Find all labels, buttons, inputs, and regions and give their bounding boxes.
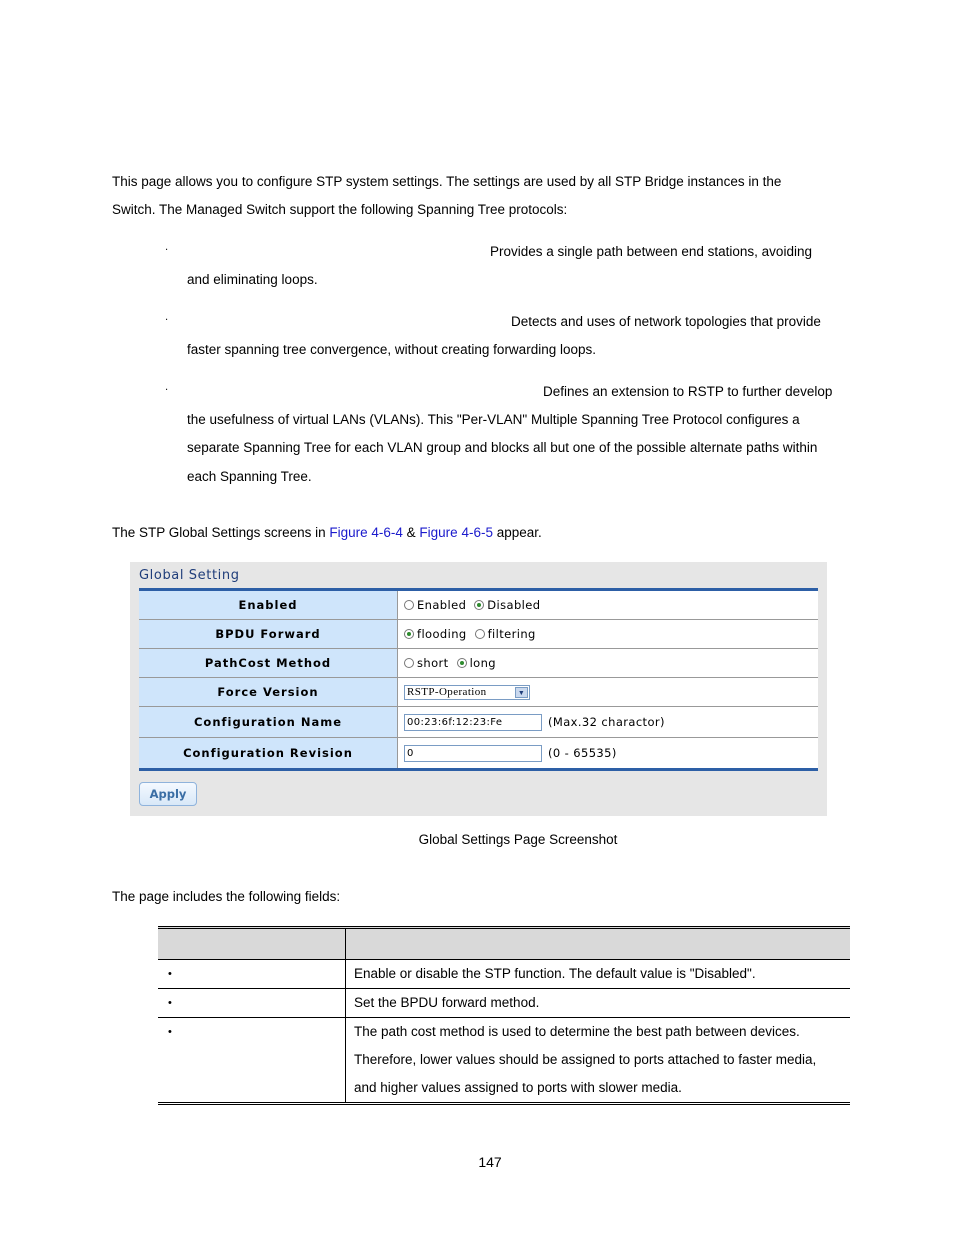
row-configuration-name (139, 707, 818, 738)
description-line: Therefore, lower values should be assigned to ports attached to faster media, (354, 1052, 817, 1067)
global-setting-table (139, 588, 818, 771)
description-cell (346, 960, 850, 988)
object-cell (158, 960, 346, 988)
bullet-1-line-2: and eliminating loops. (187, 272, 318, 287)
enabled-option[interactable] (404, 598, 466, 612)
short-radio[interactable] (404, 658, 414, 668)
enabled-option-label: Enabled (417, 598, 467, 612)
table-row (158, 1017, 850, 1105)
description-line: The path cost method is used to determine the best path between devices. (354, 1024, 800, 1039)
figure-reference (112, 519, 542, 547)
object-cell (158, 989, 346, 1017)
bullet-marker: ‧ (165, 245, 169, 256)
configuration-name-value (398, 707, 818, 737)
figure-caption: Global Settings Page Screenshot (418, 832, 618, 847)
bpdu-forward-value (398, 620, 818, 648)
figure-ref-suffix: appear. (492, 525, 542, 540)
enabled-radio[interactable] (404, 600, 414, 610)
bullet-2-line-2: faster spanning tree convergence, without creating forwarding loops. (187, 342, 596, 357)
flooding-radio[interactable] (404, 629, 414, 639)
figure-ref-prefix: The STP Global Settings screens in (112, 525, 330, 540)
configuration-name-hint: (Max.32 charactor) (548, 715, 665, 729)
row-bullet: • (168, 997, 172, 1009)
bullet-3-line-1: Defines an extension to RSTP to further develop (543, 384, 833, 399)
fields-table (158, 926, 850, 1105)
bullet-3-line-4: each Spanning Tree. (187, 469, 312, 484)
bpdu-forward-label: BPDU Forward (139, 620, 398, 648)
force-version-label: Force Version (139, 678, 398, 706)
force-version-value (398, 678, 818, 706)
page-number: 147 (478, 1154, 502, 1170)
pathcost-method-label: PathCost Method (139, 649, 398, 677)
configuration-name-label: Configuration Name (139, 707, 398, 737)
disabled-option-label: Disabled (487, 598, 541, 612)
filtering-radio[interactable] (475, 629, 485, 639)
disabled-option[interactable] (474, 598, 540, 612)
row-bullet: • (168, 968, 172, 980)
enabled-label: Enabled (139, 591, 398, 619)
filtering-option[interactable] (475, 627, 536, 641)
panel-title: Global Setting (139, 568, 240, 583)
short-option-label: short (417, 656, 449, 670)
enabled-value (398, 591, 818, 619)
row-bullet: • (168, 1026, 172, 1038)
configuration-revision-input[interactable]: 0 (404, 745, 542, 762)
configuration-name-input[interactable]: 00:23:6f:12:23:Fe (404, 714, 542, 731)
description-line: and higher values assigned to ports with slower media. (354, 1080, 682, 1095)
header-cell-description (346, 929, 850, 959)
flooding-option-label: flooding (417, 627, 467, 641)
bullet-3-line-2: the usefulness of virtual LANs (VLANs). This "Per-VLAN" Multiple Spanning Tree Protocol configures a (187, 412, 800, 427)
short-option[interactable] (404, 656, 449, 670)
bullet-marker: ‧ (165, 385, 169, 396)
apply-button[interactable]: Apply (139, 782, 197, 806)
intro-line-1: This page allows you to configure STP system settings. The settings are used by all STP Bridge instances in the (112, 174, 782, 189)
force-version-selected: RSTP-Operation (407, 686, 487, 698)
header-cell-object (158, 929, 346, 959)
figure-4-6-5-link[interactable]: Figure 4-6-5 (419, 525, 493, 540)
chevron-down-icon[interactable]: ▼ (515, 687, 528, 698)
figure-ref-amp: & (402, 525, 420, 540)
description-cell (346, 989, 850, 1017)
description-cell (346, 1018, 850, 1102)
long-option-label: long (469, 656, 496, 670)
row-configuration-revision (139, 738, 818, 768)
fields-table-header (158, 926, 850, 959)
bullet-marker: ‧ (165, 315, 169, 326)
description-line: Set the BPDU forward method. (354, 995, 540, 1010)
configuration-revision-value (398, 738, 818, 768)
fields-intro: The page includes the following fields: (112, 889, 341, 904)
bullet-3-line-3: separate Spanning Tree for each VLAN group and blocks all but one of the possible alternate paths within (187, 440, 818, 455)
row-force-version (139, 678, 818, 707)
bullet-2-line-1: Detects and uses of network topologies that provide (511, 314, 821, 329)
long-option[interactable] (457, 656, 496, 670)
global-setting-screenshot (130, 562, 827, 816)
table-row (158, 988, 850, 1017)
row-bpdu-forward (139, 620, 818, 649)
long-radio[interactable] (457, 658, 467, 668)
pathcost-method-value (398, 649, 818, 677)
configuration-revision-hint: (0 - 65535) (548, 746, 617, 760)
row-pathcost-method (139, 649, 818, 678)
table-row (158, 959, 850, 988)
bullet-1-line-1: Provides a single path between end stations, avoiding (490, 244, 812, 259)
object-cell (158, 1018, 346, 1102)
configuration-revision-label: Configuration Revision (139, 738, 398, 768)
figure-4-6-4-link[interactable]: Figure 4-6-4 (329, 525, 403, 540)
row-enabled (139, 591, 818, 620)
intro-line-2: Switch. The Managed Switch support the following Spanning Tree protocols: (112, 202, 568, 217)
description-line: Enable or disable the STP function. The default value is "Disabled". (354, 966, 756, 981)
intro-paragraph (112, 168, 781, 224)
flooding-option[interactable] (404, 627, 467, 641)
disabled-radio[interactable] (474, 600, 484, 610)
filtering-option-label: filtering (487, 627, 536, 641)
force-version-select[interactable] (404, 685, 530, 700)
